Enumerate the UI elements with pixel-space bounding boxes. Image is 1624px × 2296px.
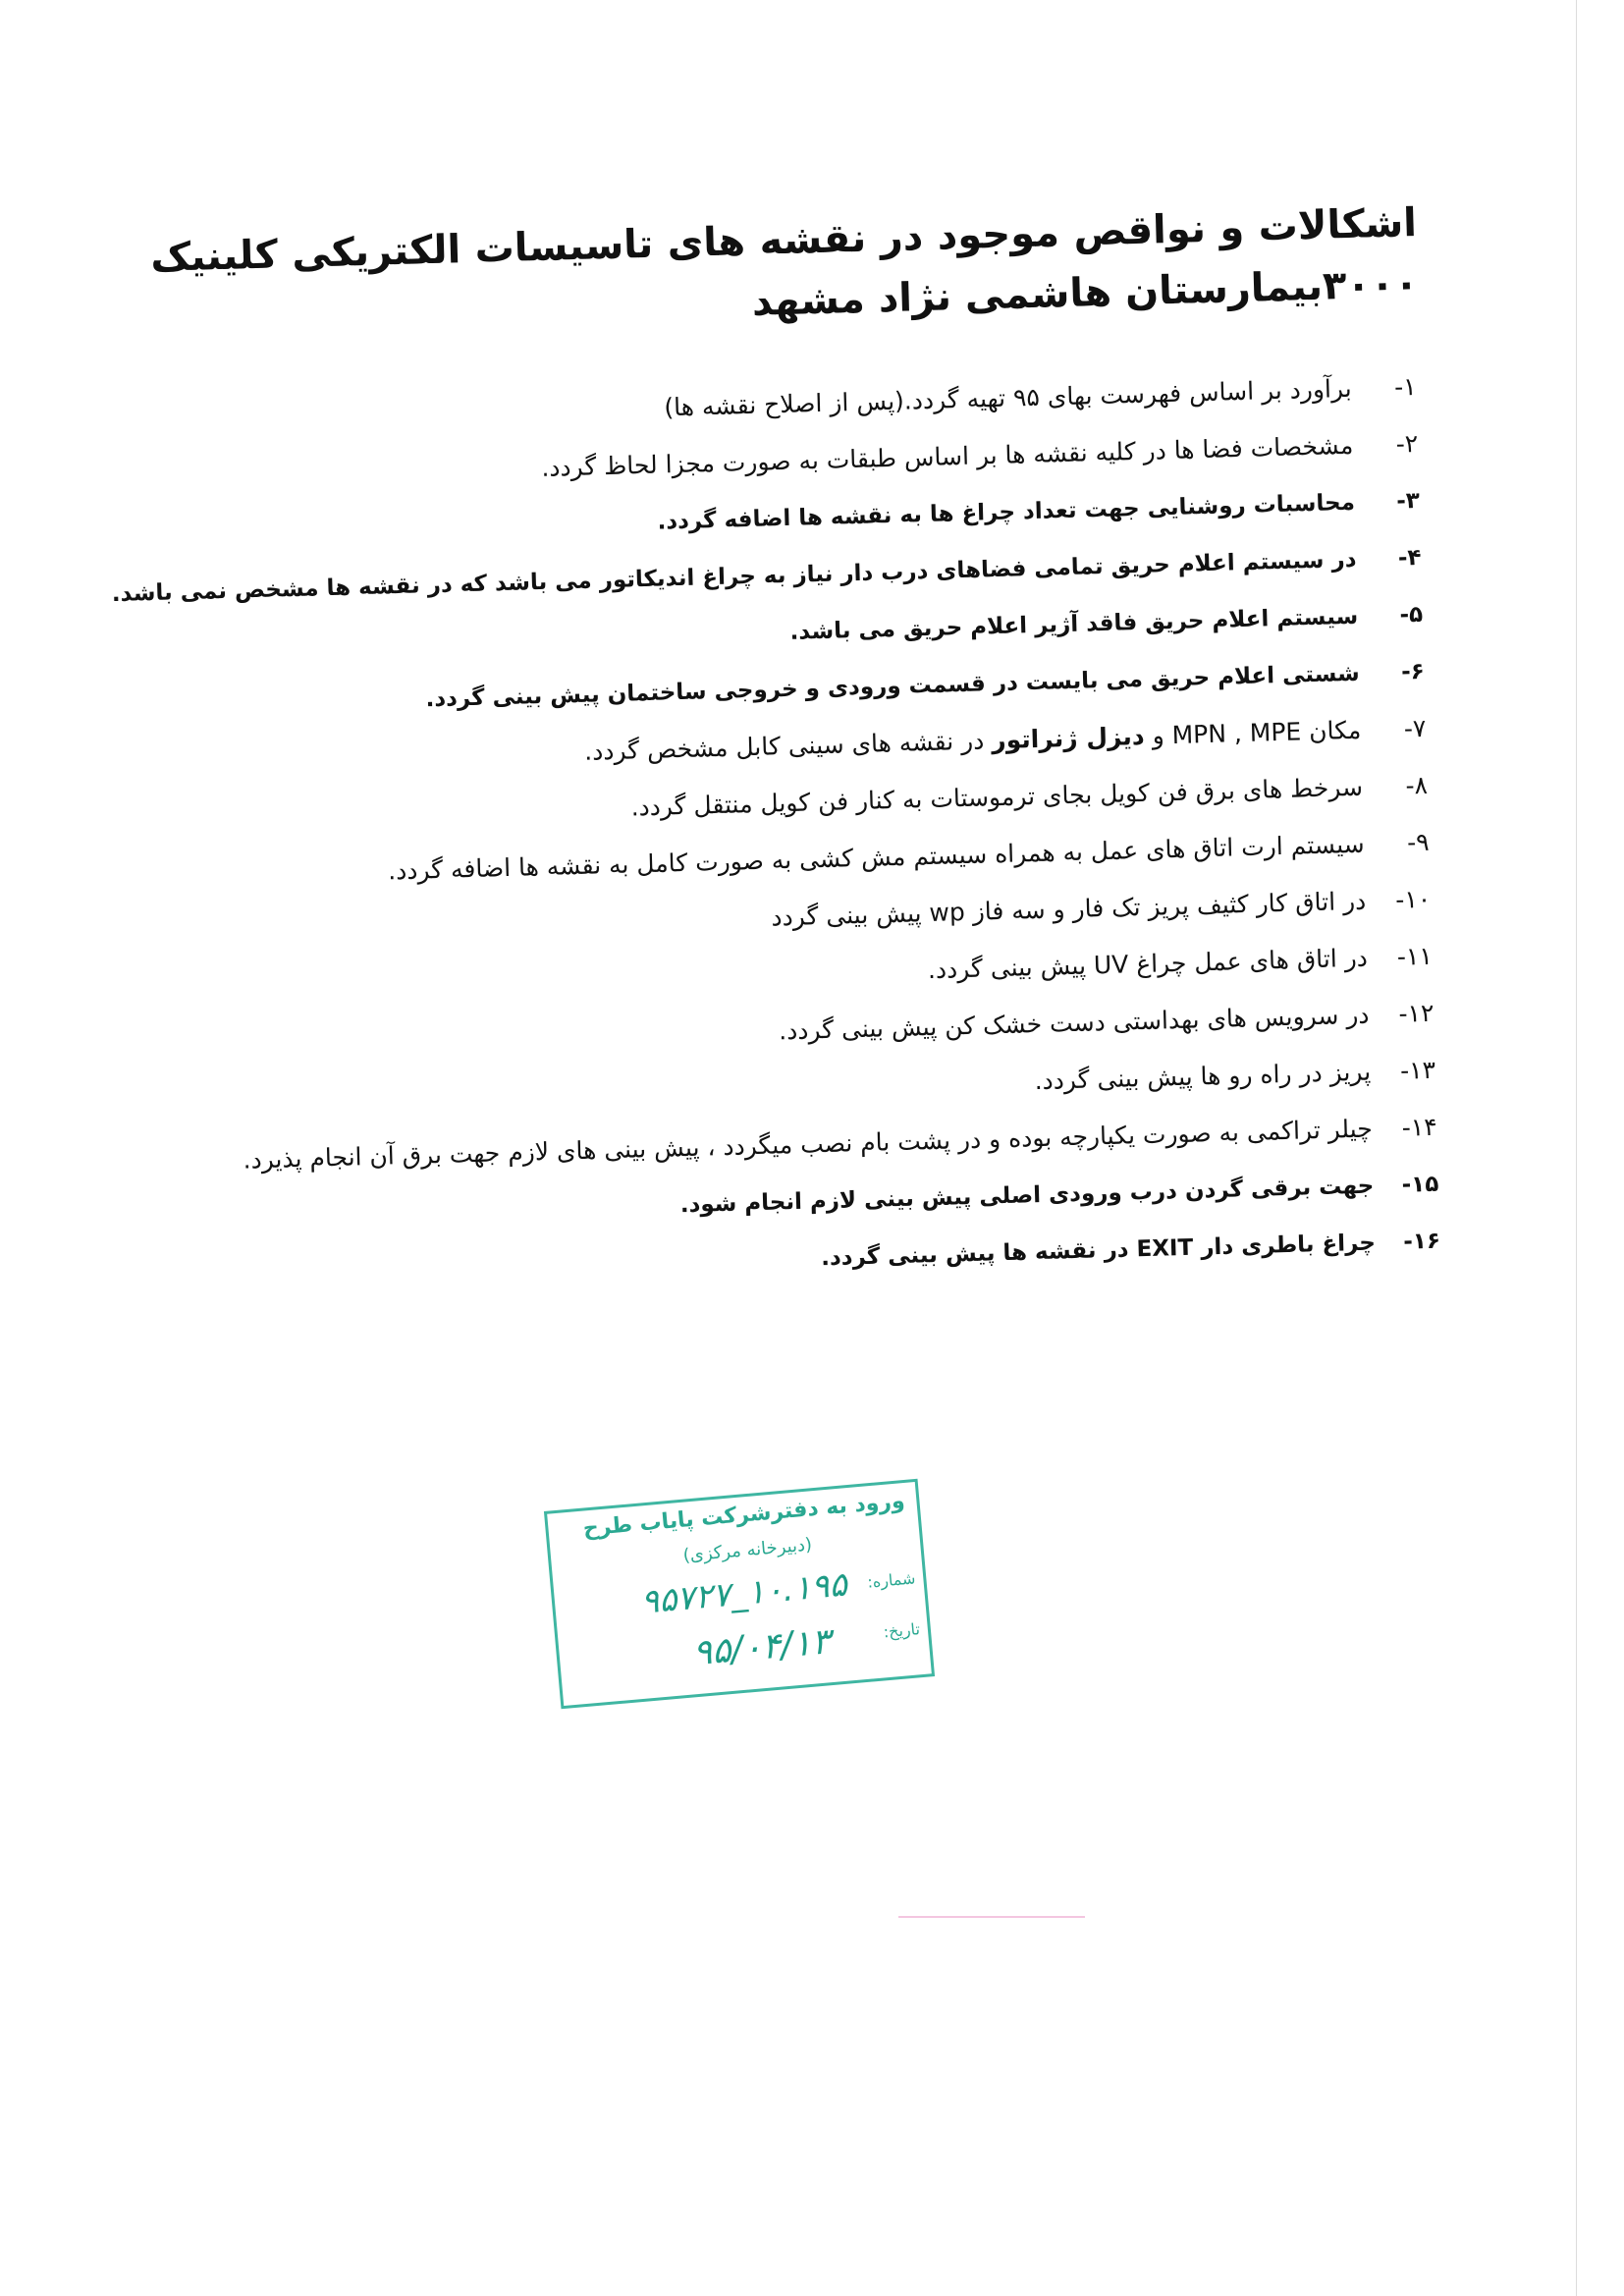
item-number: ۵-: [1399, 601, 1424, 629]
item-text: چیلر تراکمی به صورت یکپارچه بوده و در پشت بام نصب میگردد ، پیش بینی های لازم جهت برق آن انجام پذیرد.: [243, 1114, 1374, 1175]
item-number: ۱۰-: [1394, 884, 1432, 914]
item-number: ۶-: [1400, 658, 1426, 685]
item-number: ۹-: [1406, 827, 1430, 857]
item-text-part: پیش بینی گردد.: [927, 951, 1087, 985]
item-number: ۲-: [1395, 428, 1419, 459]
item-latin-term: EXIT: [1136, 1234, 1194, 1263]
item-number: ۱۶-: [1402, 1228, 1441, 1255]
stamp-company-line: ورود به دفترشرکت پایاب طرح: [581, 1489, 906, 1542]
item-text-part: و: [1152, 721, 1165, 750]
item-text-part: در نقشه های سینی کابل مشخص گردد.: [583, 726, 985, 766]
item-text-part: مکان: [1308, 715, 1362, 746]
stamp-date-value: ۹۵/۰۴/۱۳: [691, 1621, 833, 1674]
item-text: برآورد بر اساس فهرست بهای ۹۵ تهیه گردد.(پس از اصلاح نقشه ها): [663, 373, 1353, 422]
item-number: ۷-: [1403, 713, 1427, 743]
item-latin-term: UV: [1093, 950, 1129, 980]
issues-list: [111, 365, 1441, 1312]
item-number: ۸-: [1405, 770, 1429, 800]
item-text: در سرویس های بهداستی دست خشک کن پیش بینی گردد.: [778, 1000, 1370, 1046]
office-receipt-stamp: [544, 1479, 935, 1710]
item-latin-term: MPN , MPE: [1171, 717, 1302, 750]
item-latin-term: wp: [929, 898, 966, 928]
decorative-mark: [898, 1916, 1085, 1918]
item-number: ۱۲-: [1398, 998, 1435, 1028]
item-text-part: در اتاق کار کثیف پریز تک فار و سه فاز: [972, 886, 1367, 926]
item-number: ۱-: [1393, 371, 1418, 402]
item-number: ۱۵-: [1401, 1171, 1439, 1198]
item-text-part: پیش بینی گردد: [771, 899, 922, 932]
item-bold-term: دیزل ژنراتور: [991, 721, 1146, 755]
stamp-department-line: (دبیرخانه مرکزی): [681, 1534, 813, 1566]
item-text: شستی اعلام حریق می بایست در قسمت ورودی و خروجی ساختمان پیش بینی گردد.: [425, 660, 1361, 713]
item-number: ۱۳-: [1399, 1055, 1436, 1085]
item-text: محاسبات روشنایی جهت تعداد چراغ ها به نقشه ها اضافه گردد.: [657, 489, 1356, 535]
item-text: مشخصات فضا ها در کلیه نقشه ها بر اساس طبقات به صورت مجزا لحاظ گردد.: [540, 430, 1354, 482]
item-text: پریز در راه رو ها پیش بینی گردد.: [1034, 1057, 1372, 1096]
stamp-date-label: تاریخ:: [882, 1619, 921, 1642]
item-text: در سیستم اعلام حریق تمامی فضاهای درب دار نیاز به چراغ اندیکاتور می باشد که در نقشه ها مشخص نمی باشد.: [111, 546, 1357, 608]
stamp-number-label: شماره:: [866, 1568, 917, 1592]
item-text: سرخط های برق فن کویل بجای ترموستات به کنار فن کویل منتقل گردد.: [630, 772, 1364, 822]
document-title: اشکالات و نواقص موجود در نقشه های تاسیسات الکتریکی کلینیک ۳۰۰۰بیمارستان هاشمی نژاد مشهد: [149, 199, 1420, 325]
item-number: ۱۱-: [1396, 941, 1434, 971]
stamp-number-value: ۱۰.۱۹۵_۹۵۷۲۷: [639, 1564, 849, 1622]
item-number: ۳-: [1395, 487, 1421, 515]
item-text-part: در اتاق های عمل چراغ: [1135, 943, 1369, 979]
item-number: ۱۴-: [1401, 1112, 1438, 1142]
item-text: جهت برقی گردن درب ورودی اصلی پیش بینی لازم انجام شود.: [679, 1173, 1375, 1219]
item-number: ۴-: [1397, 544, 1422, 572]
item-text: سیستم ارت اتاق های عمل به همراه سیستم مش کشی به صورت کامل به نقشه ها اضافه گردد.: [387, 829, 1365, 886]
item-text-part: چراغ باطری دار: [1200, 1230, 1377, 1261]
item-text-part: در نقشه ها پیش بینی گردد.: [820, 1236, 1129, 1272]
item-text: سیستم اعلام حریق فاقد آژیر اعلام حریق می باشد.: [789, 603, 1359, 645]
scan-edge-line: [1576, 0, 1577, 2296]
